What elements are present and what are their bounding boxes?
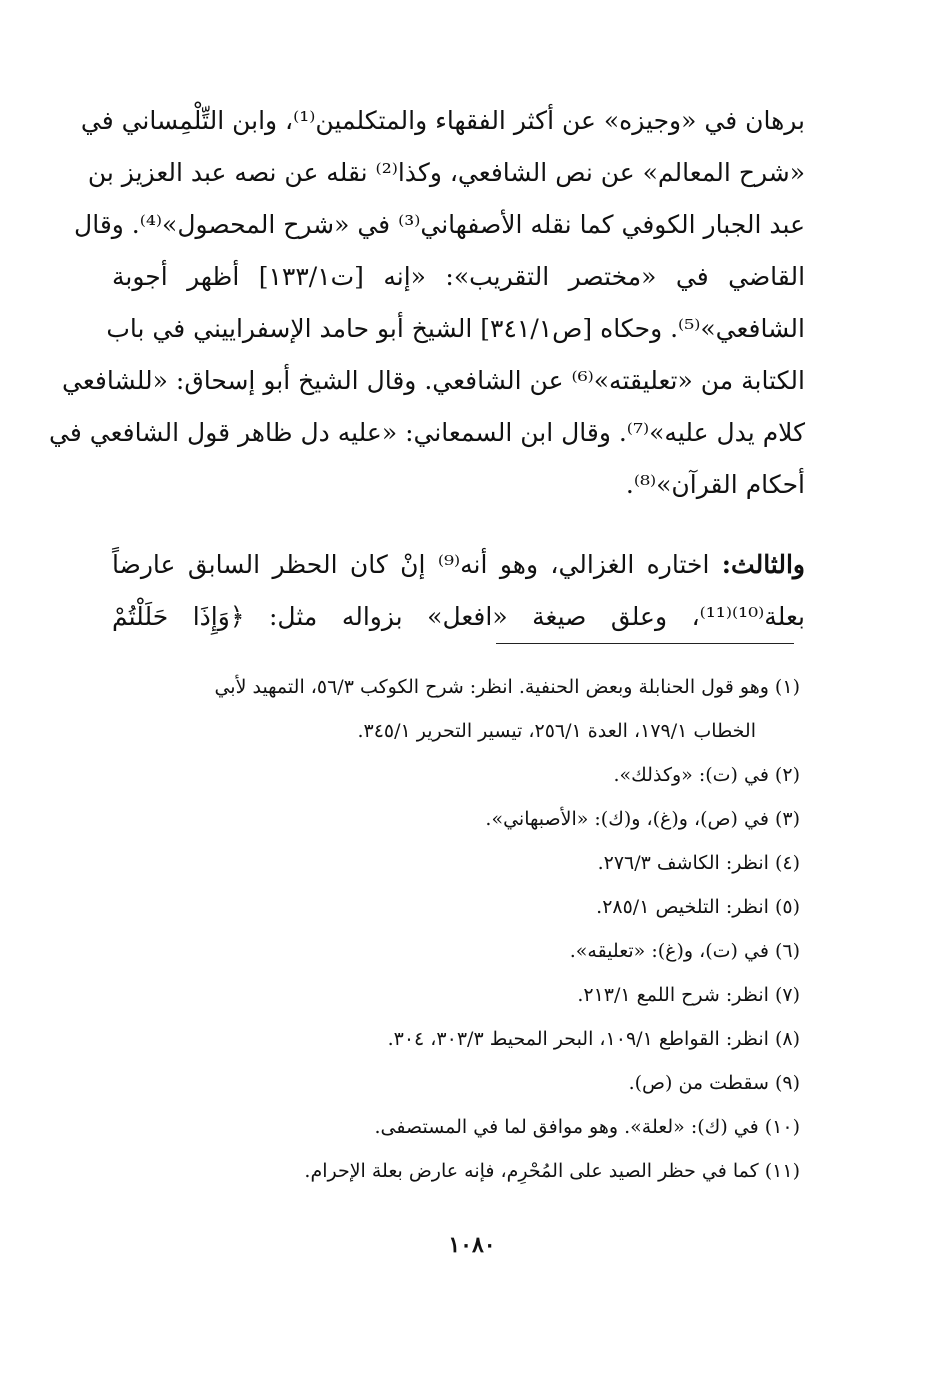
paragraph-gap [112, 511, 805, 539]
text-line: الكتابة من «تعليقته»⁽⁶⁾ عن الشافعي. وقال الشيخ أبو إسحاق: «للشافعي [62, 366, 805, 395]
text-line: برهان في «وجيزه» عن أكثر الفقهاء والمتكلمين⁽¹⁾، وابن التِّلْمِساني في [80, 106, 805, 135]
footnote: (٣) في (ص)، و(غ)، و(ك): «الأصبهاني». [485, 808, 800, 830]
page-number: ١٠٨٠ [448, 1232, 496, 1258]
footnote: (١١) كما في حظر الصيد على المُحْرِم، فإنه عارض بعلة الإحرام. [304, 1160, 800, 1182]
footnote: (٨) انظر: القواطع ١٠٩/١، البحر المحيط ٣٠٣/٣، ٣٠٤. [387, 1028, 800, 1050]
text-line: أحكام القرآن»⁽⁸⁾. [625, 470, 805, 499]
footnotes [110, 665, 800, 1193]
text-line: كلام يدل عليه»⁽⁷⁾. وقال ابن السمعاني: «عليه دل ظاهر قول الشافعي في [49, 418, 805, 447]
footnote: (٧) انظر: شرح اللمع ٢١٣/١. [577, 984, 800, 1006]
text-line: «شرح المعالم» عن نص الشافعي، وكذا⁽²⁾ نقله عن نصه عبد العزيز بن [87, 158, 805, 187]
text-line: القاضي في «مختصر التقريب»: «إنه [ت١٣٣/١] أظهر أجوبة [112, 262, 806, 291]
footnote-separator [496, 643, 794, 644]
footnote: (٤) انظر: الكاشف ٢٧٦/٣. [597, 852, 800, 874]
footnote: (٥) انظر: التلخيص ٢٨٥/١. [596, 896, 800, 918]
text-line [112, 539, 805, 591]
footnote: (٦) في (ت)، و(غ): «تعليقه». [569, 940, 800, 962]
text-line: عبد الجبار الكوفي كما نقله الأصفهاني⁽³⁾ في «شرح المحصول»⁽⁴⁾. وقال [74, 210, 805, 239]
text-line: بعلة⁽¹⁰⁾⁽¹¹⁾، وعلق صيغة «افعل» بزواله مثل: ﴿وَإِذَا حَلَلْتُمْ [112, 602, 805, 631]
footnote: (١) وهو قول الحنابلة وبعض الحنفية. انظر: شرح الكوكب ٥٦/٣، التمهيد لأبي [214, 676, 800, 698]
footnote: (٩) سقطت من (ص). [628, 1072, 800, 1094]
section-lead: والثالث: [721, 550, 805, 579]
main-text [49, 95, 806, 643]
footnote-continuation: الخطاب ١٧٩/١، العدة ٢٥٦/١، تيسير التحرير ٣٤٥/١. [357, 720, 756, 742]
footnote: (١٠) في (ك): «لعلة». وهو موافق لما في المستصفى. [374, 1116, 800, 1138]
text-line: الشافعي»⁽⁵⁾. وحكاه [ص٣٤١/١] الشيخ أبو حامد الإسفراييني في باب [106, 314, 805, 343]
text-span: اختاره الغزالي، وهو أنه⁽⁹⁾ إنْ كان الحظر السابق عارضاً [112, 550, 722, 579]
footnote: (٢) في (ت): «وكذلك». [613, 764, 800, 786]
